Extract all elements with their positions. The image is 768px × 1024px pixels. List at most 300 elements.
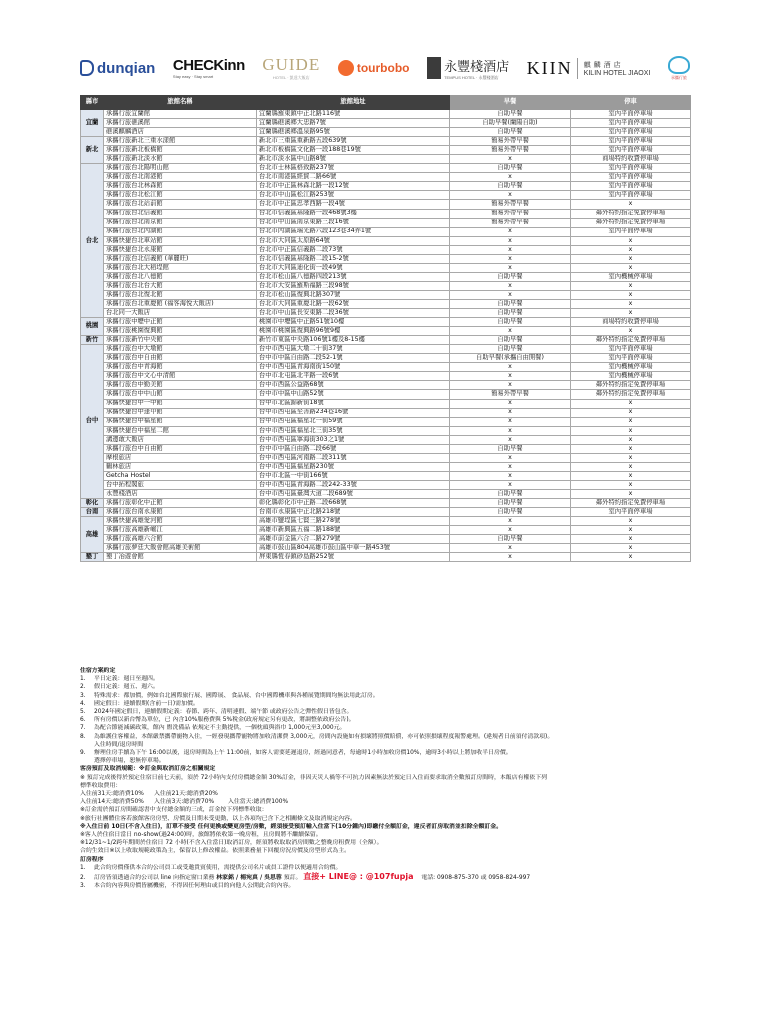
hotel-address-cell: 台北市中正區林森北路一段12號 xyxy=(257,182,450,191)
parking-cell: 室內平面停車場 xyxy=(571,137,691,146)
hotel-name-cell: 承攜行旅中壢中正館 xyxy=(104,318,257,327)
hotel-address-cell: 新北市淡水區中山路8號 xyxy=(257,155,450,164)
tourbobo-mark-icon xyxy=(338,60,354,76)
chengxie-mark-icon xyxy=(668,56,690,74)
table-row xyxy=(81,209,691,218)
hotel-name-cell: 承攜快捷台中福星館 xyxy=(104,417,257,426)
table-row xyxy=(81,218,691,227)
parking-cell: 鄰外特約指定免費停車場 xyxy=(571,209,691,218)
city-cell: 高雄 xyxy=(81,517,104,553)
hotel-name-cell: 承攜行旅台北復北館 xyxy=(104,290,257,299)
table-row xyxy=(81,553,691,562)
table-row xyxy=(81,508,691,517)
hotel-address-cell: 台中市北屯區北平路一段6號 xyxy=(257,372,450,381)
header-hotel-name: 旅館名稱 xyxy=(104,96,257,110)
parking-cell: 鄰外特約指定免費停車場 xyxy=(571,499,691,508)
table-row xyxy=(81,272,691,281)
hotel-address-cell: 台中市北區一中街166號 xyxy=(257,471,450,480)
hotel-name-cell: 溝邊敢大飯店 xyxy=(104,435,257,444)
cancel-rate-row: 入住前14天:總消費50% 入住前3天:總消費70% 入住當天:總消費100% xyxy=(80,799,289,806)
table-row xyxy=(81,155,691,164)
order-item: 1. 此合約房價僅供本合約公司員工或受邀貴賓使用，需提供公司名片或員工證件以便適用合約價。 xyxy=(80,864,342,871)
parking-cell: x xyxy=(571,480,691,489)
hotel-address-cell: 台中市西屯區至善路234巷16號 xyxy=(257,408,450,417)
chengxie-logo: 承攜行旅 xyxy=(668,56,690,81)
header-hotel-address: 旅館地址 xyxy=(257,96,450,110)
parking-cell: 室內平面停車場 xyxy=(571,173,691,182)
table-row xyxy=(81,408,691,417)
contact-names: 林家銘 / 楊宛真 / 吳思蓉 xyxy=(216,875,282,882)
terms-title: 住宿方案約定 xyxy=(80,668,116,674)
dunqian-mark-icon xyxy=(80,60,94,76)
hotel-name-cell: 承攜行旅台北大稻埕館 xyxy=(104,263,257,272)
checkinn-logo: CHECKinn Stay easy · Stay smart xyxy=(172,57,245,79)
breakfast-cell: x xyxy=(450,290,571,299)
hotel-name-cell: 承攜行旅新北淡水館 xyxy=(104,155,257,164)
new-year-rule: ※12/31~1/2跨年期間於住宿日 72 小時(不含入住當日)取消訂房，經須將收取取消房間數之整晚房租費用（全額）。 xyxy=(80,840,383,847)
hotel-address-cell: 桃園市桃園區復興路96號9樓 xyxy=(257,327,450,336)
parking-cell: x xyxy=(571,327,691,336)
breakfast-cell: x xyxy=(450,426,571,435)
hotel-name-cell: 承攜行旅台北林森館 xyxy=(104,182,257,191)
breakfast-cell: 自助早餐 xyxy=(450,110,571,119)
hotel-name-cell: 墾丁冶遊會館 xyxy=(104,553,257,562)
breakfast-cell: 自助早餐 xyxy=(450,499,571,508)
hotel-name-cell: 承攜快捷高雄愛河館 xyxy=(104,517,257,526)
hotel-address-cell: 新竹市東區中央路106號1樓及8-15樓 xyxy=(257,336,450,345)
breakfast-cell: 自助早餐 xyxy=(450,272,571,281)
parking-cell: 室內機械停車場 xyxy=(571,363,691,372)
hotel-address-cell: 台北市大同區太原路64號 xyxy=(257,236,450,245)
breakfast-cell: x xyxy=(450,363,571,372)
breakfast-cell: x xyxy=(450,263,571,272)
hotel-address-cell: 台北市松山區八德路四段213號 xyxy=(257,272,450,281)
table-row xyxy=(81,137,691,146)
hotel-address-cell: 高雄市新興區五福二路188號 xyxy=(257,526,450,535)
terms-item: 9. 辦理住房手續為下午 16:00以後，退房時間為上午 11:00前，如客人需要延遲退房，經過同意者，每逾時1小時加收房價10%，逾時3小時以上將加收半日房價。 xyxy=(80,750,512,757)
guide-logo: GUIDE HOTEL · 凱達大飯店 xyxy=(262,55,321,80)
table-row xyxy=(81,444,691,453)
terms-item: 1. 平日定義：週日至週四。 xyxy=(80,676,159,683)
terms-section xyxy=(80,667,690,890)
hotel-name-cell: 承攜快捷台中福星二館 xyxy=(104,426,257,435)
parking-cell: x xyxy=(571,526,691,535)
parking-cell: 室內平面停車場 xyxy=(571,164,691,173)
hotel-address-cell: 台北市大同區重慶北路一段62號 xyxy=(257,299,450,308)
hotel-address-cell: 台中市中區自由路二段66號 xyxy=(257,444,450,453)
parking-cell: 室內機械停車場 xyxy=(571,272,691,281)
parking-cell: 室內平面停車場 xyxy=(571,354,691,363)
parking-cell: 室內平面停車場 xyxy=(571,345,691,354)
hotel-name-cell: 承攜行旅高雄新崛江 xyxy=(104,526,257,535)
hotel-address-cell: 台北市松山區復興北路307號 xyxy=(257,290,450,299)
hotel-address-cell: 台中市北區錦新街18號 xyxy=(257,399,450,408)
table-row xyxy=(81,290,691,299)
tourbobo-logo: tourbobo xyxy=(338,60,410,76)
hotel-address-cell: 台北市南港區經貿二路66號 xyxy=(257,173,450,182)
parking-cell: x xyxy=(571,245,691,254)
terms-item: 選擇停車場，恕無停車場。 xyxy=(94,758,165,765)
terms-list xyxy=(80,675,690,765)
hotel-address-cell: 新北市板橋區文化路一段188巷19號 xyxy=(257,146,450,155)
parking-cell: x xyxy=(571,408,691,417)
hotel-name-cell: 承攜行旅礁溪館 xyxy=(104,119,257,128)
parking-cell: 室內機械停車場 xyxy=(571,372,691,381)
table-row xyxy=(81,164,691,173)
breakfast-cell: 自助早餐 xyxy=(450,345,571,354)
hotel-address-cell: 台中市西屯區福星路230號 xyxy=(257,462,450,471)
hotel-address-cell: 桃園市中壢區中正路51號10樓 xyxy=(257,318,450,327)
breakfast-cell: x xyxy=(450,553,571,562)
breakfast-cell: x xyxy=(450,173,571,182)
hotel-address-cell: 宜蘭縣羅東鎮中正北路116號 xyxy=(257,110,450,119)
policy-note: 合約生效日※以上收取規範政策為主，保留以上修改權益。依照業務量下回覆房況房價及房型形式為主。 xyxy=(80,848,351,855)
line-contact-link[interactable]: 直接+ LINE@ : @107fupja xyxy=(303,872,414,882)
order-item-contact: 2. 訂房皆須透過合約公司以 line 向指定窗口業務 林家銘 / 楊宛真 / 吳思蓉 預訂。 直接+ LINE@ : @107fupja 電話: 0908-875-370 或 0958-824-997 xyxy=(80,872,531,882)
table-row xyxy=(81,281,691,290)
cancel-rule: 標準收取費用： xyxy=(80,782,122,789)
breakfast-cell: 自助早餐 xyxy=(450,444,571,453)
breakfast-cell: 簡易外帶早餐 xyxy=(450,146,571,155)
table-row xyxy=(81,489,691,498)
hotel-name-cell: 承攜行旅台北重慶館 (福客海悅大飯店) xyxy=(104,299,257,308)
table-row xyxy=(81,245,691,254)
table-row xyxy=(81,390,691,399)
breakfast-cell: x xyxy=(450,372,571,381)
hotel-address-cell: 台中市西屯區臺灣大道二段689號 xyxy=(257,489,450,498)
terms-item: 入住時間/退房時間 xyxy=(94,741,144,748)
table-row xyxy=(81,526,691,535)
hotel-name-cell: 礁溪麒麟酒店 xyxy=(104,128,257,137)
yongfeng-logo: 永豐棧酒店 TEMPUS HOTEL · 永豐棧酒店 xyxy=(427,56,509,81)
terms-item: 2. 假日定義：週五、週六。 xyxy=(80,684,159,691)
breakfast-cell: 自助早餐(蘭陽自助) xyxy=(450,119,571,128)
table-row xyxy=(81,354,691,363)
breakfast-cell: 自助早餐 xyxy=(450,128,571,137)
hotel-address-cell: 台北市士林區格致路237號 xyxy=(257,164,450,173)
table-row xyxy=(81,345,691,354)
hotel-name-cell: 承攜行旅台中自由館 xyxy=(104,444,257,453)
breakfast-cell: x xyxy=(450,281,571,290)
city-cell: 新北 xyxy=(81,137,104,164)
table-row xyxy=(81,426,691,435)
cancel-rule: ※訂金需於預訂房間確認書中支付總金額的三成，訂金按下列標準收取： xyxy=(80,807,268,814)
table-row xyxy=(81,435,691,444)
hotel-name-cell: 承攜行旅台中大墩館 xyxy=(104,345,257,354)
hotel-address-cell: 台北市中正區信義路二段73號 xyxy=(257,245,450,254)
hotel-address-cell: 彰化縣彰化市中正路二段668號 xyxy=(257,499,450,508)
table-row xyxy=(81,327,691,336)
hotel-address-cell: 台中市西屯區青海路二段242-33號 xyxy=(257,480,450,489)
table-row xyxy=(81,336,691,345)
hotel-name-cell: 承攜行旅台南永康館 xyxy=(104,508,257,517)
hotel-address-cell: 高雄市鹽埕區七賢三路278號 xyxy=(257,517,450,526)
table-row xyxy=(81,254,691,263)
breakfast-cell: x xyxy=(450,453,571,462)
breakfast-cell: x xyxy=(450,381,571,390)
table-row xyxy=(81,381,691,390)
table-row xyxy=(81,471,691,480)
hotel-name-cell: 承攜行旅台北八德館 xyxy=(104,272,257,281)
breakfast-cell: 自助早餐(承攜自由開餐) xyxy=(450,354,571,363)
table-row xyxy=(81,263,691,272)
table-row xyxy=(81,318,691,327)
breakfast-cell: x xyxy=(450,435,571,444)
table-row xyxy=(81,146,691,155)
city-cell: 台北 xyxy=(81,164,104,318)
breakfast-cell: x xyxy=(450,227,571,236)
parking-cell: x xyxy=(571,544,691,553)
parking-cell: x xyxy=(571,426,691,435)
hotel-address-cell: 台中市西屯區青海南街150號 xyxy=(257,363,450,372)
city-cell: 新竹 xyxy=(81,336,104,345)
breakfast-cell: x xyxy=(450,544,571,553)
hotel-name-cell: 承攜行旅台中勤美館 xyxy=(104,381,257,390)
breakfast-cell: x xyxy=(450,399,571,408)
hotel-name-cell: 承攜快捷台北永康館 xyxy=(104,245,257,254)
parking-cell: x xyxy=(571,309,691,318)
breakfast-cell: 自助早餐 xyxy=(450,309,571,318)
table-row xyxy=(81,191,691,200)
parking-cell: 室內平面停車場 xyxy=(571,119,691,128)
contact-phone: 電話: 0908-875-370 或 0958-824-997 xyxy=(421,875,531,882)
hotel-address-cell: 台中市中區中山路52號 xyxy=(257,390,450,399)
parking-cell: x xyxy=(571,290,691,299)
breakfast-cell: x xyxy=(450,191,571,200)
hotel-name-cell: 承攜行旅夢廷大飯會館高雄美術館 xyxy=(104,544,257,553)
hotel-name-cell: 承攜行旅台中自由館 xyxy=(104,354,257,363)
parking-cell: 室內平面停車場 xyxy=(571,191,691,200)
hotel-name-cell: 承攜行旅新竹中央館 xyxy=(104,336,257,345)
hotel-name-cell: 承攜行旅新北板橋館 xyxy=(104,146,257,155)
table-row xyxy=(81,462,691,471)
hotel-name-cell: 承攜行旅台北南港館 xyxy=(104,173,257,182)
breakfast-cell: x xyxy=(450,254,571,263)
hotel-address-cell: 高雄市鼓山區804高雄市鼓山區中華一路453號 xyxy=(257,544,450,553)
hotel-address-cell: 台北市信義區基隆路一段468號3樓 xyxy=(257,209,450,218)
table-row xyxy=(81,200,691,209)
city-cell: 宜蘭 xyxy=(81,110,104,137)
hotel-name-cell: 永豐棧酒店 xyxy=(104,489,257,498)
table-header-row xyxy=(81,96,691,110)
breakfast-cell: 自助早餐 xyxy=(450,182,571,191)
logo-bar xyxy=(80,46,690,90)
parking-cell: 室內平面停車場 xyxy=(571,508,691,517)
hotel-address-cell: 屏東縣恆春鎮砂島路252號 xyxy=(257,553,450,562)
hotel-address-cell: 台中市西屯區福星北一街59號 xyxy=(257,417,450,426)
breakfast-cell: x xyxy=(450,155,571,164)
city-cell: 台中 xyxy=(81,345,104,499)
hotel-address-cell: 台中市西屯區大墩二十街37號 xyxy=(257,345,450,354)
parking-cell: x xyxy=(571,462,691,471)
breakfast-cell: x xyxy=(450,480,571,489)
hotel-address-cell: 台北市中山區南京東路三段16號 xyxy=(257,218,450,227)
table-row xyxy=(81,535,691,544)
city-cell: 台南 xyxy=(81,508,104,517)
terms-item: 8. 為維護住客權益，本館嚴禁攜帶寵物入住，一經發現攜帶寵物將加收清潔費 3,000元，房間內設施如有損壞將照價賠償，亦可依照損壞程度報警處理。(違規者日前須付清款項)。 xyxy=(80,733,554,740)
hotel-name-cell: 承攜行旅台北信義館 xyxy=(104,209,257,218)
hotel-address-cell: 台中市西屯區寧海街303之1號 xyxy=(257,435,450,444)
noshow-rule: ※客人於住宿日當日 no-show(過24:00)時，旅館將依收第一晚房租，且房間將不繼續保留。 xyxy=(80,832,322,839)
hotel-name-cell: 承攜行旅台中中山館 xyxy=(104,390,257,399)
parking-cell: 室內平面停車場 xyxy=(571,227,691,236)
kilin-logo: KIIN 麒麟酒店 KILIN HOTEL JIAOXI xyxy=(526,57,651,78)
city-cell: 墾丁 xyxy=(81,553,104,562)
order-title: 訂房程序 xyxy=(80,856,104,863)
hotel-name-cell: 承攜行旅台北台大館 xyxy=(104,281,257,290)
breakfast-cell: 簡易外帶早餐 xyxy=(450,218,571,227)
terms-item: 7. 為配合節能減碳政策，館內 盥洗備品 依規定不主動提供，一個枕頭與浴巾 1,000元至3,000元。 xyxy=(80,725,346,732)
breakfast-cell: 自助早餐 xyxy=(450,489,571,498)
hotel-address-cell: 宜蘭縣礁溪鄉溫泉路95號 xyxy=(257,128,450,137)
breakfast-cell: x xyxy=(450,517,571,526)
header-parking: 停車 xyxy=(571,96,691,110)
table-row xyxy=(81,480,691,489)
cancel-rate-row: 入住前31天:總消費10% 入住前21天:總消費20% xyxy=(80,791,218,798)
hotel-name-cell: 承攜行旅台中青海館 xyxy=(104,363,257,372)
hotel-address-cell: 台北市中正區忠孝西路一段4號 xyxy=(257,200,450,209)
breakfast-cell: 自助早餐 xyxy=(450,164,571,173)
breakfast-cell: x xyxy=(450,471,571,480)
parking-cell: x xyxy=(571,281,691,290)
parking-cell: x xyxy=(571,399,691,408)
breakfast-cell: 自助早餐 xyxy=(450,318,571,327)
breakfast-cell: x xyxy=(450,245,571,254)
hotel-name-cell: 承攜快捷台中一中館 xyxy=(104,399,257,408)
parking-cell: x xyxy=(571,535,691,544)
parking-cell: 鄰外特約指定免費停車場 xyxy=(571,381,691,390)
breakfast-cell: x xyxy=(450,327,571,336)
header-city: 縣市 xyxy=(81,96,104,110)
parking-cell: x xyxy=(571,417,691,426)
breakfast-cell: x xyxy=(450,408,571,417)
breakfast-cell: x xyxy=(450,236,571,245)
parking-cell: x xyxy=(571,200,691,209)
parking-cell: 商場特約收費停車場 xyxy=(571,155,691,164)
hotel-name-cell: 承攜快捷台北車站館 xyxy=(104,236,257,245)
hotel-name-cell: 承攜行旅桃園復興館 xyxy=(104,327,257,336)
hotel-table-body xyxy=(81,110,691,562)
hotel-name-cell: 承攜行旅彰化中正館 xyxy=(104,499,257,508)
parking-cell: x xyxy=(571,236,691,245)
table-row xyxy=(81,363,691,372)
terms-item: 5. 2024年國定假日，連續假期定義：春節、跨年、清明連假、端午節 或政府公告之彈性假日皆包含。 xyxy=(80,709,353,716)
order-item: 3. 本合約內容與房價皆屬機密，不得因任何理由或目的向他人公開此合約內容。 xyxy=(80,883,295,890)
hotel-address-cell: 台中市西屯區福星北三街35號 xyxy=(257,426,450,435)
hotel-name-cell: 承攜快捷台中逢甲館 xyxy=(104,408,257,417)
parking-cell: 商場特約收費停車場 xyxy=(571,318,691,327)
city-cell: 彰化 xyxy=(81,499,104,508)
breakfast-cell: x xyxy=(450,417,571,426)
hotel-address-cell: 台南市永康區中正北路218號 xyxy=(257,508,450,517)
yongfeng-mark-icon xyxy=(427,57,441,79)
breakfast-cell: 自助早餐 xyxy=(450,336,571,345)
hotel-name-cell: 承攜行旅台北信義館 (華麗旺) xyxy=(104,254,257,263)
hotel-address-cell: 台北市信義區基隆路二段15-2號 xyxy=(257,254,450,263)
hotel-name-cell: 承攜行旅高雄六合館 xyxy=(104,535,257,544)
breakfast-cell: 簡易外帶早餐 xyxy=(450,137,571,146)
table-row xyxy=(81,182,691,191)
breakfast-cell: 簡易外帶早餐 xyxy=(450,200,571,209)
hotel-table xyxy=(80,95,691,562)
parking-cell: 鄰外特約指定免費停車場 xyxy=(571,336,691,345)
hotel-address-cell: 台中市西區公益路68號 xyxy=(257,381,450,390)
parking-cell: x xyxy=(571,453,691,462)
hotel-address-cell: 台北市中山區松江路253號 xyxy=(257,191,450,200)
hotel-name-cell: 承攜行旅台中文心中清館 xyxy=(104,372,257,381)
table-row xyxy=(81,499,691,508)
cancel-title: 客房預訂及取消規範：※訂金與取消訂房之相關規定 xyxy=(80,766,216,773)
parking-cell: x xyxy=(571,489,691,498)
city-cell: 桃園 xyxy=(81,318,104,336)
parking-cell: x xyxy=(571,299,691,308)
parking-cell: x xyxy=(571,254,691,263)
breakfast-cell: 簡易外帶早餐 xyxy=(450,209,571,218)
table-row xyxy=(81,309,691,318)
terms-item: 3. 特殊需求：都加價，例如台北國際旅行展、國際展、 食品展、台中國際機車與各種展覽期間均無法用此訂房。 xyxy=(80,692,379,699)
breakfast-cell: 簡易外帶早餐 xyxy=(450,390,571,399)
hotel-name-cell: 承攜行旅台北站前館 xyxy=(104,200,257,209)
hotel-address-cell: 台北市內湖區瑞光路六段123巷34弄1號 xyxy=(257,227,450,236)
hotel-name-cell: 承攜行旅台北內湖館 xyxy=(104,227,257,236)
hotel-name-cell: 承攜行旅新北三重水漾館 xyxy=(104,137,257,146)
hotel-address-cell: 台北市大同區迪化街一段49號 xyxy=(257,263,450,272)
parking-cell: 室內平面停車場 xyxy=(571,110,691,119)
table-row xyxy=(81,544,691,553)
parking-cell: x xyxy=(571,263,691,272)
table-row xyxy=(81,119,691,128)
breakfast-cell: x xyxy=(450,462,571,471)
hotel-name-cell: 承攜行旅宜蘭館 xyxy=(104,110,257,119)
table-row xyxy=(81,236,691,245)
parking-cell: x xyxy=(571,553,691,562)
table-row xyxy=(81,128,691,137)
parking-cell: 室內平面停車場 xyxy=(571,182,691,191)
table-row xyxy=(81,110,691,119)
header-breakfast: 早餐 xyxy=(450,96,571,110)
hotel-address-cell: 台北市大安區羅斯福路三段98號 xyxy=(257,281,450,290)
parking-cell: x xyxy=(571,444,691,453)
no-change-rule: ※入住日前 10日(不含入住日)，訂單不接受 任何更換或變更房型/房數，經須接受預訂輸入住當下(10分鐘內)即繳付全額訂金，違反者訂房取消並扣除全額訂金。 xyxy=(80,823,503,830)
table-row xyxy=(81,453,691,462)
parking-cell: 室內平面停車場 xyxy=(571,128,691,137)
dunqian-logo: dunqian xyxy=(80,60,155,77)
parking-cell: 室內平面停車場 xyxy=(571,146,691,155)
table-row xyxy=(81,517,691,526)
hotel-name-cell: 承攜行旅台北陽明山館 xyxy=(104,164,257,173)
parking-cell: x xyxy=(571,471,691,480)
terms-item: 4. 國定假日：連續假期(含前一日)需加價。 xyxy=(80,700,199,707)
table-row xyxy=(81,417,691,426)
breakfast-cell: 自助早餐 xyxy=(450,535,571,544)
hotel-address-cell: 宜蘭縣礁溪鄉大忠路7號 xyxy=(257,119,450,128)
hotel-address-cell: 台北市中山區長安東路二段36號 xyxy=(257,309,450,318)
cancel-rule: ※旅行社團體住客若旅館客房房型、房價及日期未受更動，以上各項均已含下之相關條文及取消規定內容。 xyxy=(80,815,356,822)
terms-item: 6. 所有房價以新台幣為單位，已 內含10%服務費與 5%稅金(政府規定另有更改，將調整依政府公告)。 xyxy=(80,717,355,724)
cancel-rule: ※ 預訂完成後得於預定住宿日前七天前，須於 72小時內支付房價總金額 30%訂金，非因天災人禍等不可抗力因素無法於預定日入住而要求取消全數預訂房間時，本飯店有權依下列 xyxy=(80,774,548,781)
breakfast-cell: 自助早餐 xyxy=(450,299,571,308)
hotel-address-cell: 高雄市前金區六合二路279號 xyxy=(257,535,450,544)
breakfast-cell: x xyxy=(450,526,571,535)
parking-cell: x xyxy=(571,517,691,526)
table-row xyxy=(81,299,691,308)
hotel-name-cell: 承攜行旅台北松江館 xyxy=(104,191,257,200)
hotel-name-cell: Getcha Hostel xyxy=(104,471,257,480)
parking-cell: 鄰外特約指定免費停車場 xyxy=(571,218,691,227)
hotel-name-cell: 承攜行旅台北南京館 xyxy=(104,218,257,227)
table-row xyxy=(81,173,691,182)
hotel-name-cell: 鶴林旅店 xyxy=(104,462,257,471)
